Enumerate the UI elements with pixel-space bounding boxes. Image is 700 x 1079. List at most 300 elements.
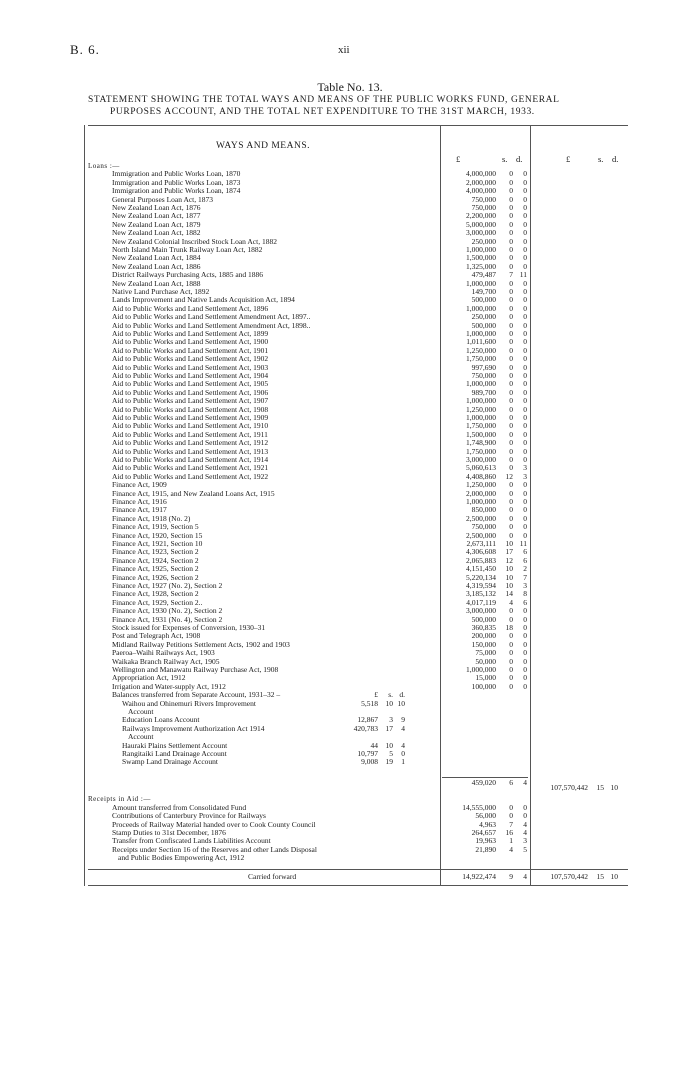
amount-shillings: 0 — [509, 639, 513, 649]
amount-shillings: 12 — [505, 471, 513, 481]
row-label: Finance Act, 1924, Section 2 — [112, 556, 199, 565]
amount-shillings: 4 — [509, 844, 513, 854]
table-row — [88, 624, 628, 633]
table-row — [88, 456, 628, 465]
amount-pounds: 2,500,000 — [466, 530, 496, 540]
table-row — [88, 837, 628, 846]
amount-pence: 0 — [523, 278, 527, 288]
amount-pounds: 500,000 — [471, 320, 496, 330]
row-label: Proceeds of Railway Material handed over to Cook County Council — [112, 820, 316, 829]
carried-forward-row — [88, 873, 628, 882]
table-row — [88, 330, 628, 339]
section-label — [88, 795, 628, 804]
table-row — [88, 288, 628, 297]
subtotal-rule — [442, 777, 528, 778]
amount-shillings: 0 — [509, 446, 513, 456]
amount-pence: 0 — [523, 169, 527, 179]
table-row — [88, 313, 628, 322]
amount-pounds: 479,487 — [471, 270, 496, 280]
table-row — [88, 481, 628, 490]
amount-pounds: 2,500,000 — [466, 513, 496, 523]
amount-pounds: 5,518 — [361, 698, 378, 708]
amount-pounds: 850,000 — [471, 505, 496, 515]
amount-pounds: 989,700 — [471, 387, 496, 397]
table-row — [88, 263, 628, 272]
amount-pence: 0 — [523, 320, 527, 330]
amount-pounds: 2,000,000 — [466, 177, 496, 187]
amount-pounds: 50,000 — [475, 656, 496, 666]
row-label: Account — [128, 708, 154, 716]
ways-and-means-table — [88, 125, 628, 886]
amount-shillings: 0 — [509, 421, 513, 431]
amount-pence: 0 — [523, 303, 527, 313]
row-label: Aid to Public Works and Land Settlement Act, 1905 — [112, 380, 269, 389]
row-label: Education Loans Account — [122, 716, 200, 725]
amount-shillings: 0 — [509, 438, 513, 448]
row-label: Finance Act, 1920, Section 15 — [112, 531, 203, 540]
table-row — [88, 829, 628, 838]
amount-pence: 0 — [523, 488, 527, 498]
table-row — [88, 582, 628, 591]
amount-shillings: 0 — [509, 614, 513, 624]
table-row — [88, 590, 628, 599]
table-row — [88, 490, 628, 499]
amount-shillings: 0 — [509, 211, 513, 221]
amount-pounds: 44 — [370, 740, 378, 750]
amount-pence: 8 — [523, 589, 527, 599]
amount-shillings: 0 — [509, 287, 513, 296]
amount-pounds: 9,008 — [361, 757, 378, 767]
row-label: Immigration and Public Works Loan, 1873 — [112, 178, 241, 187]
amount-shillings: 7 — [509, 270, 513, 280]
row-label: Paeroa–Waihi Railways Act, 1903 — [112, 649, 215, 658]
subtitle-line: STATEMENT SHOWING THE TOTAL WAYS AND MEANS OF THE PUBLIC WORKS FUND, GENERAL — [88, 95, 560, 105]
amount-pence: 0 — [523, 245, 527, 254]
row-label: Finance Act, 1928, Section 2 — [112, 590, 199, 599]
amount-pence: 11 — [519, 539, 527, 548]
amount-pounds: 200,000 — [471, 631, 496, 641]
amount-shillings: 0 — [509, 404, 513, 414]
amount-pounds: 2,000,000 — [466, 488, 496, 498]
table-row — [88, 355, 628, 364]
column-header-pence: d. — [516, 154, 523, 164]
amount-pounds: 1,000,000 — [466, 413, 496, 422]
amount-pence: 0 — [523, 811, 527, 821]
amount-pence: 4 — [401, 740, 405, 750]
table-row — [88, 212, 628, 221]
amount-pence: 0 — [523, 631, 527, 641]
amount-pounds: 4,963 — [479, 819, 496, 829]
amount-shillings: 0 — [509, 522, 513, 532]
amount-pence: 4 — [523, 819, 527, 829]
amount-pence: 0 — [523, 639, 527, 649]
row-label: Aid to Public Works and Land Settlement Act, 1908 — [112, 405, 269, 414]
row-label: General Purposes Loan Act, 1873 — [112, 195, 214, 204]
amount-pence: 0 — [523, 480, 527, 490]
row-label: Stamp Duties to 31st December, 1876 — [112, 828, 226, 837]
amount-shillings: 0 — [509, 362, 513, 372]
table-row — [88, 380, 628, 389]
amount-pence: 0 — [523, 421, 527, 431]
table-row — [88, 540, 628, 549]
amount-shillings: 0 — [509, 811, 513, 821]
table-row — [88, 750, 628, 759]
amount-pounds: 750,000 — [471, 371, 496, 380]
table-row — [88, 700, 628, 709]
row-label: Aid to Public Works and Land Settlement Act, 1914 — [112, 456, 269, 464]
amount-pounds: 250,000 — [471, 312, 496, 322]
amount-pounds: 1,000,000 — [466, 278, 496, 288]
amount-shillings: 0 — [509, 656, 513, 666]
amount-pounds: 107,570,442 — [550, 871, 588, 881]
amount-shillings: 0 — [509, 665, 513, 674]
row-label: Aid to Public Works and Land Settlement Act, 1902 — [112, 355, 269, 364]
amount-shillings: 0 — [509, 312, 513, 322]
table-row — [88, 372, 628, 381]
amount-shillings: 10 — [505, 581, 513, 590]
row-label: New Zealand Loan Act, 1886 — [112, 262, 201, 271]
amount-pounds: 360,835 — [471, 623, 496, 632]
row-label: and Public Bodies Empowering Act, 1912 — [118, 854, 245, 863]
amount-shillings: 0 — [509, 245, 513, 254]
amount-pence: 0 — [523, 497, 527, 506]
amount-pounds: 1,000,000 — [466, 245, 496, 254]
row-label: Carried forward — [248, 872, 297, 881]
table-row — [88, 389, 628, 398]
amount-shillings: 0 — [509, 379, 513, 389]
amount-shillings: 0 — [509, 236, 513, 246]
amount-pounds: 1,000,000 — [466, 497, 496, 506]
amount-pence: 9 — [401, 715, 405, 725]
amount-pounds: 750,000 — [471, 203, 496, 212]
amount-pounds: 750,000 — [471, 194, 496, 204]
amount-pence: 3 — [523, 581, 527, 590]
amount-pounds: 4,017,119 — [466, 597, 496, 607]
amount-pence: 0 — [523, 177, 527, 187]
table-row — [88, 187, 628, 196]
section-label — [88, 162, 628, 171]
amount-pence: 0 — [523, 522, 527, 532]
amount-shillings: 0 — [509, 186, 513, 196]
table-row — [88, 616, 628, 625]
amount-pounds: 4,306,608 — [466, 547, 496, 557]
amount-pence: 0 — [523, 614, 527, 624]
amount-pounds: 4,000,000 — [466, 169, 496, 179]
row-label: Receipts in Aid :— — [88, 795, 151, 804]
table-row — [88, 347, 628, 356]
amount-pounds: 4,408,860 — [466, 471, 496, 481]
row-label: New Zealand Loan Act, 1877 — [112, 212, 201, 221]
table-row — [88, 632, 628, 641]
amount-shillings: 10 — [505, 564, 513, 574]
amount-pence: 6 — [523, 547, 527, 557]
amount-pence: 0 — [523, 530, 527, 540]
row-label: North Island Main Trunk Railway Loan Act, 1882 — [112, 246, 263, 254]
row-label: Aid to Public Works and Land Settlement Act, 1910 — [112, 422, 269, 431]
amount-shillings: 0 — [509, 228, 513, 238]
table-row — [88, 821, 628, 830]
amount-pounds: 1,000,000 — [466, 379, 496, 389]
table-row — [88, 338, 628, 347]
row-label: Lands Improvement and Native Lands Acquisition Act, 1894 — [112, 296, 295, 305]
row-label: Stock issued for Expenses of Conversion, 1930–31 — [112, 624, 266, 632]
row-label: Balances transferred from Separate Account, 1931–32 – — [112, 691, 281, 700]
amount-pounds: 56,000 — [475, 811, 496, 821]
amount-pounds: 250,000 — [471, 236, 496, 246]
amount-pounds: 1,000,000 — [466, 303, 496, 313]
table-row — [88, 221, 628, 230]
amount-shillings: 10 — [385, 698, 393, 708]
row-label: Finance Act, 1921, Section 10 — [112, 540, 203, 548]
page-identifier: B. 6. — [70, 42, 100, 57]
row-label: Aid to Public Works and Land Settlement Act, 1909 — [112, 414, 269, 422]
amount-pounds: 75,000 — [475, 648, 496, 658]
row-label: Amount transferred from Consolidated Fund — [112, 803, 247, 812]
amount-pence: 3 — [523, 836, 527, 846]
amount-pounds: 4,319,594 — [466, 581, 496, 590]
amount-pounds: 12,867 — [357, 715, 378, 725]
row-label: Account — [128, 733, 154, 742]
table-row — [88, 532, 628, 541]
page-number: xii — [338, 44, 350, 56]
row-label: Railways Improvement Authorization Act 1914 — [122, 724, 265, 733]
amount-shillings: 0 — [509, 278, 513, 288]
amount-pence: 3 — [523, 463, 527, 473]
amount-pounds: 14,922,474 — [462, 871, 496, 881]
amount-pounds: 10,797 — [357, 749, 378, 758]
table-top-rule — [88, 125, 628, 126]
amount-shillings: 19 — [385, 757, 393, 767]
amount-pence: 0 — [523, 312, 527, 322]
table-row — [88, 464, 628, 473]
table-row — [88, 305, 628, 314]
amount-shillings: 0 — [509, 345, 513, 355]
amount-pence: 1 — [401, 757, 405, 767]
amount-pounds: 3,000,000 — [466, 455, 496, 464]
amount-pence: 10 — [397, 698, 405, 708]
amount-shillings: 0 — [509, 648, 513, 658]
row-label: Finance Act, 1923, Section 2 — [112, 548, 199, 557]
row-label: Immigration and Public Works Loan, 1874 — [112, 187, 241, 196]
row-label: Finance Act, 1915, and New Zealand Loans Act, 1915 — [112, 489, 275, 498]
amount-pounds: 2,065,883 — [466, 555, 496, 565]
amount-shillings: 0 — [509, 455, 513, 464]
row-label: Aid to Public Works and Land Settlement Act, 1899 — [112, 330, 269, 338]
row-label: Aid to Public Works and Land Settlement Act, 1913 — [112, 447, 269, 456]
table-row — [88, 574, 628, 583]
table-row — [88, 733, 628, 742]
table-row — [88, 414, 628, 423]
amount-shillings: 6 — [509, 777, 513, 787]
amount-pounds: 149,700 — [471, 287, 496, 296]
row-label: Waihou and Ohinemuri Rivers Improvement — [122, 699, 256, 708]
table-row — [88, 431, 628, 440]
table-row — [88, 238, 628, 247]
table-row — [88, 658, 628, 667]
amount-shillings: 7 — [509, 819, 513, 829]
amount-pence: 0 — [523, 455, 527, 464]
row-label: Wellington and Manawatu Railway Purchase Act, 1908 — [112, 666, 279, 674]
row-label: Immigration and Public Works Loan, 1870 — [112, 170, 241, 179]
row-label: Finance Act, 1918 (No. 2) — [112, 514, 191, 523]
row-label: Swamp Land Drainage Account — [122, 758, 219, 767]
row-label: Waikaka Branch Railway Act, 1905 — [112, 657, 220, 666]
amount-shillings: 0 — [509, 463, 513, 473]
section-heading: WAYS AND MEANS. — [216, 141, 310, 151]
row-label: Native Land Purchase Act, 1892 — [112, 288, 210, 296]
row-label: Transfer from Confiscated Lands Liabilities Account — [112, 837, 271, 846]
row-label: Aid to Public Works and Land Settlement Act, 1906 — [112, 388, 269, 397]
amount-pounds: 150,000 — [471, 639, 496, 649]
amount-pence: 0 — [523, 665, 527, 674]
amount-pounds: 1,750,000 — [466, 421, 496, 431]
amount-pence: 0 — [523, 186, 527, 196]
table-row — [88, 649, 628, 658]
amount-pounds: 5,220,134 — [466, 572, 496, 582]
row-label: District Railways Purchasing Acts, 1885 and 1886 — [112, 271, 264, 280]
amount-pounds: 2,200,000 — [466, 211, 496, 221]
amount-pounds: 1,250,000 — [466, 404, 496, 414]
amount-pence: 7 — [523, 572, 527, 582]
amount-pence: 0 — [523, 194, 527, 204]
amount-pounds: 1,011,600 — [466, 337, 496, 347]
row-label: Loans :— — [88, 162, 120, 170]
table-row — [88, 557, 628, 566]
amount-pounds: 1,325,000 — [466, 261, 496, 271]
amount-shillings: 0 — [509, 396, 513, 406]
amount-shillings: 0 — [509, 371, 513, 380]
table-row — [88, 296, 628, 305]
column-header-shillings: s. — [598, 154, 604, 164]
table-row — [88, 280, 628, 289]
amount-pounds: 1,750,000 — [466, 446, 496, 456]
amount-pence: 0 — [401, 749, 405, 758]
amount-pence: 0 — [523, 287, 527, 296]
table-row — [88, 506, 628, 515]
amount-shillings: 0 — [509, 169, 513, 179]
amount-pence: 4 — [523, 871, 527, 881]
amount-pence: 0 — [523, 236, 527, 246]
amount-pounds: 1,000,000 — [466, 396, 496, 406]
amount-shillings: 10 — [505, 539, 513, 548]
row-label: Finance Act, 1919, Section 5 — [112, 523, 199, 532]
amount-pounds: 2,673,111 — [466, 539, 496, 548]
amount-shillings: 0 — [509, 177, 513, 187]
row-label: New Zealand Loan Act, 1876 — [112, 204, 201, 212]
row-label: Aid to Public Works and Land Settlement Act, 1900 — [112, 338, 269, 347]
table-row — [88, 448, 628, 457]
amount-pounds: 264,657 — [471, 827, 496, 837]
amount-shillings: 0 — [509, 387, 513, 397]
amount-pounds: 1,748,900 — [466, 438, 496, 448]
amount-pence: 0 — [523, 203, 527, 212]
amount-pence: 4 — [401, 723, 405, 733]
amount-shillings: 0 — [509, 480, 513, 490]
amount-pounds: 1,250,000 — [466, 480, 496, 490]
row-label: Finance Act, 1929, Section 2.. — [112, 598, 203, 607]
amount-pence: 0 — [523, 337, 527, 347]
amount-pounds: 459,020 — [471, 777, 496, 787]
row-label: Aid to Public Works and Land Settlement Act, 1904 — [112, 372, 269, 380]
amount-pence: 4 — [523, 777, 527, 787]
row-label: Finance Act, 1909 — [112, 481, 167, 490]
amount-shillings: 3 — [389, 715, 393, 725]
amount-shillings: 1 — [509, 836, 513, 846]
row-label: New Zealand Loan Act, 1882 — [112, 229, 201, 238]
amount-shillings: 0 — [509, 303, 513, 313]
row-label: Aid to Public Works and Land Settlement Amendment Act, 1898.. — [112, 321, 311, 330]
amount-pence: 0 — [523, 438, 527, 448]
table-row — [88, 523, 628, 532]
table-row — [88, 548, 628, 557]
row-label: Aid to Public Works and Land Settlement Amendment Act, 1897.. — [112, 313, 311, 322]
amount-pence: 0 — [523, 379, 527, 389]
table-row — [88, 758, 628, 767]
amount-shillings: 0 — [509, 320, 513, 330]
amount-pence: 0 — [523, 513, 527, 523]
table-row — [88, 204, 628, 213]
column-header-pounds: £ — [566, 154, 571, 164]
row-label: Finance Act, 1927 (No. 2), Section 2 — [112, 582, 223, 590]
amount-pounds: 5,060,613 — [466, 463, 496, 473]
amount-pounds: 107,570,442 — [550, 782, 588, 792]
amount-pence: 0 — [523, 253, 527, 263]
table-row — [88, 271, 628, 280]
amount-pence: 2 — [523, 564, 527, 574]
row-label: Irrigation and Water-supply Act, 1912 — [112, 682, 226, 691]
row-label: New Zealand Loan Act, 1879 — [112, 220, 201, 229]
amount-shillings: 0 — [509, 497, 513, 506]
amount-shillings: 0 — [509, 802, 513, 812]
table-row — [88, 607, 628, 616]
amount-shillings: 14 — [505, 589, 513, 599]
amount-shillings: 0 — [509, 337, 513, 347]
amount-shillings: 0 — [509, 530, 513, 540]
table-row — [88, 196, 628, 205]
table-row — [88, 364, 628, 373]
table-row — [88, 674, 628, 683]
column-header-pounds: £ — [456, 154, 461, 164]
amount-pounds: 4,151,450 — [466, 564, 496, 574]
row-label: Aid to Public Works and Land Settlement Act, 1901 — [112, 346, 269, 355]
row-label: Finance Act, 1916 — [112, 498, 167, 506]
amount-shillings: 10 — [505, 572, 513, 582]
row-label: Post and Telegraph Act, 1908 — [112, 632, 201, 641]
amount-pence: 0 — [523, 228, 527, 238]
amount-pence: 0 — [523, 505, 527, 515]
row-label: Receipts under Section 16 of the Reserves and other Lands Disposal — [112, 845, 317, 854]
row-label: Aid to Public Works and Land Settlement Act, 1912 — [112, 439, 269, 448]
table-row — [88, 254, 628, 263]
amount-pence: 0 — [523, 648, 527, 658]
amount-pence: 0 — [523, 396, 527, 406]
table-subtitle — [88, 94, 628, 118]
amount-shillings: 17 — [385, 723, 393, 733]
amount-shillings: 12 — [505, 555, 513, 565]
row-label: Aid to Public Works and Land Settlement Act, 1911 — [112, 430, 268, 439]
amount-shillings: 5 — [389, 749, 393, 758]
table-row — [88, 846, 628, 855]
amount-pence: 10 — [610, 782, 618, 792]
table-bottom-rule — [88, 885, 628, 886]
row-label: Finance Act, 1917 — [112, 506, 167, 515]
row-label: Finance Act, 1930 (No. 2), Section 2 — [112, 607, 223, 616]
row-label: Contributions of Canterbury Province for Railways — [112, 812, 266, 821]
amount-pence: 4 — [523, 827, 527, 837]
amount-shillings: 10 — [385, 740, 393, 750]
row-label: Aid to Public Works and Land Settlement Act, 1922 — [112, 472, 269, 481]
amount-pence: 0 — [523, 354, 527, 364]
